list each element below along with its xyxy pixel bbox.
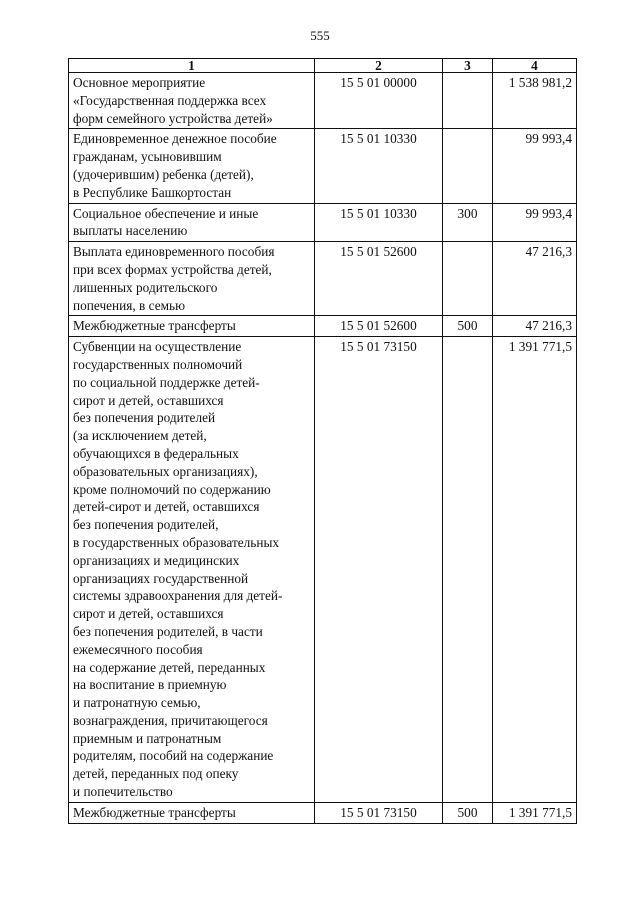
table-header-row xyxy=(69,59,577,73)
row-type-cell xyxy=(443,129,493,203)
column-header: 4 xyxy=(493,59,577,73)
table-row xyxy=(69,337,577,803)
row-type-cell xyxy=(443,73,493,129)
row-amount-cell: 1 391 771,5 xyxy=(493,337,577,803)
table-row xyxy=(69,203,577,242)
row-type-cell: 500 xyxy=(443,802,493,823)
page-number: 555 xyxy=(310,28,330,43)
row-type-cell xyxy=(443,242,493,316)
row-amount-cell: 99 993,4 xyxy=(493,129,577,203)
row-type-cell xyxy=(443,337,493,803)
column-header: 3 xyxy=(443,59,493,73)
budget-table xyxy=(68,58,577,824)
row-code-cell: 15 5 01 10330 xyxy=(315,129,443,203)
row-type-cell: 300 xyxy=(443,203,493,242)
row-amount-cell: 1 391 771,5 xyxy=(493,802,577,823)
table-row xyxy=(69,73,577,129)
row-type-cell: 500 xyxy=(443,316,493,337)
row-amount-cell: 1 538 981,2 xyxy=(493,73,577,129)
row-name-cell: Межбюджетные трансферты xyxy=(69,316,315,337)
row-code-cell: 15 5 01 73150 xyxy=(315,337,443,803)
row-name-cell: Основное мероприятие «Государственная поддержка всех форм семейного устройства детей» xyxy=(69,73,315,129)
column-header: 1 xyxy=(69,59,315,73)
row-name-cell: Выплата единовременного пособия при всех формах устройства детей, лишенных родительского попечения, в семью xyxy=(69,242,315,316)
row-code-cell: 15 5 01 00000 xyxy=(315,73,443,129)
row-code-cell: 15 5 01 73150 xyxy=(315,802,443,823)
row-code-cell: 15 5 01 52600 xyxy=(315,316,443,337)
row-amount-cell: 47 216,3 xyxy=(493,316,577,337)
table-row xyxy=(69,129,577,203)
table-row xyxy=(69,802,577,823)
row-name-cell: Единовременное денежное пособие гражданам, усыновившим (удочерившим) ребенка (детей), в Республике Башкортостан xyxy=(69,129,315,203)
row-code-cell: 15 5 01 52600 xyxy=(315,242,443,316)
row-name-cell: Социальное обеспечение и иные выплаты населению xyxy=(69,203,315,242)
row-amount-cell: 99 993,4 xyxy=(493,203,577,242)
row-name-cell: Субвенции на осуществление государственных полномочий по социальной поддержке детей- сирот и детей, оставшихся без попечения родителей (за исключением детей, обучающихся в федеральных образовательных организациях), кроме полномочий по содержанию детей-сирот и детей, оставшихся без попечения родителей, в государственных образовательных организациях и медицинских организациях государственной системы здравоохранения для детей- сирот и детей, оставшихся без попечения родителей, в части ежемесячного пособия на содержание детей, переданных на воспитание в приемную и патронатную семью, вознаграждения, причитающегося приемным и патронатным родителям, пособий на содержание детей, переданных под опеку и попечительство xyxy=(69,337,315,803)
row-code-cell: 15 5 01 10330 xyxy=(315,203,443,242)
row-name-cell: Межбюджетные трансферты xyxy=(69,802,315,823)
column-header: 2 xyxy=(315,59,443,73)
table-row xyxy=(69,316,577,337)
table-row xyxy=(69,242,577,316)
row-amount-cell: 47 216,3 xyxy=(493,242,577,316)
